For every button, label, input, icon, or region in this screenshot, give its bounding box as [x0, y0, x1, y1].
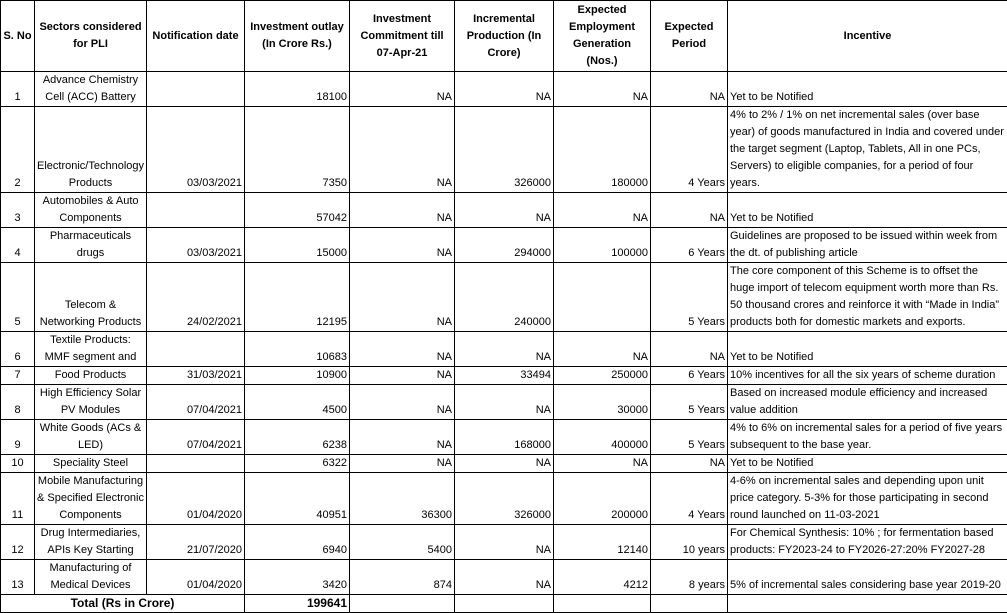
cell-period: 5 Years — [651, 385, 728, 420]
cell-production: 33494 — [455, 367, 554, 385]
cell-production: NA — [455, 455, 554, 473]
cell-sno: 11 — [1, 473, 35, 525]
cell-incentive: Yet to be Notified — [728, 332, 1007, 367]
total-empty-cell — [554, 595, 651, 613]
cell-period: NA — [651, 455, 728, 473]
cell-incentive: Based on increased module efficiency and increased value addition — [728, 385, 1007, 420]
table-row — [1, 263, 1007, 332]
cell-sector: Speciality Steel — [35, 455, 147, 473]
cell-sector: Electronic/Technology Products — [35, 107, 147, 193]
cell-incentive: Yet to be Notified — [728, 72, 1007, 107]
cell-employment — [554, 263, 651, 332]
cell-commitment: NA — [350, 385, 455, 420]
cell-investment: 6940 — [245, 525, 350, 560]
cell-sector: Telecom & Networking Products — [35, 263, 147, 332]
cell-sno: 7 — [1, 367, 35, 385]
cell-notification-date: 07/04/2021 — [147, 385, 245, 420]
cell-investment: 4500 — [245, 385, 350, 420]
cell-employment: 180000 — [554, 107, 651, 193]
cell-commitment: NA — [350, 193, 455, 228]
cell-employment: 250000 — [554, 367, 651, 385]
cell-employment: 400000 — [554, 420, 651, 455]
cell-incentive: Yet to be Notified — [728, 193, 1007, 228]
cell-sector: Advance Chemistry Cell (ACC) Battery — [35, 72, 147, 107]
cell-notification-date: 07/04/2021 — [147, 420, 245, 455]
cell-notification-date — [147, 72, 245, 107]
cell-commitment: 5400 — [350, 525, 455, 560]
cell-investment: 12195 — [245, 263, 350, 332]
cell-period: 4 Years — [651, 473, 728, 525]
cell-production: NA — [455, 332, 554, 367]
header-investment-outlay: Investment outlay (In Crore Rs.) — [245, 1, 350, 72]
cell-sno: 10 — [1, 455, 35, 473]
cell-investment: 6322 — [245, 455, 350, 473]
cell-employment: 100000 — [554, 228, 651, 263]
cell-employment: 12140 — [554, 525, 651, 560]
cell-investment: 10683 — [245, 332, 350, 367]
cell-investment: 6238 — [245, 420, 350, 455]
header-expected-period: Expected Period — [651, 1, 728, 72]
cell-notification-date: 24/02/2021 — [147, 263, 245, 332]
cell-production: 326000 — [455, 107, 554, 193]
cell-notification-date — [147, 332, 245, 367]
cell-investment: 18100 — [245, 72, 350, 107]
cell-commitment: NA — [350, 455, 455, 473]
cell-notification-date: 01/04/2020 — [147, 473, 245, 525]
total-empty-cell — [651, 595, 728, 613]
cell-production: 240000 — [455, 263, 554, 332]
header-incentive: Incentive — [728, 1, 1007, 72]
table-row — [1, 332, 1007, 367]
header-incremental-production: Incremental Production (In Crore) — [455, 1, 554, 72]
cell-sno: 2 — [1, 107, 35, 193]
cell-commitment: NA — [350, 228, 455, 263]
total-empty-cell — [350, 595, 455, 613]
header-investment-commitment: Investment Commitment till 07-Apr-21 — [350, 1, 455, 72]
cell-investment: 57042 — [245, 193, 350, 228]
cell-commitment: NA — [350, 332, 455, 367]
cell-notification-date — [147, 193, 245, 228]
cell-employment: 4212 — [554, 560, 651, 595]
table-row — [1, 72, 1007, 107]
cell-sector: Textile Products: MMF segment and — [35, 332, 147, 367]
cell-investment: 15000 — [245, 228, 350, 263]
cell-sector: Drug Intermediaries, APIs Key Starting — [35, 525, 147, 560]
cell-notification-date: 03/03/2021 — [147, 107, 245, 193]
header-sector: Sectors considered for PLI — [35, 1, 147, 72]
cell-investment: 10900 — [245, 367, 350, 385]
cell-sector: White Goods (ACs & LED) — [35, 420, 147, 455]
table-row — [1, 455, 1007, 473]
cell-employment: NA — [554, 455, 651, 473]
cell-sno: 1 — [1, 72, 35, 107]
table-row — [1, 367, 1007, 385]
cell-employment: NA — [554, 72, 651, 107]
cell-commitment: 36300 — [350, 473, 455, 525]
cell-production: 326000 — [455, 473, 554, 525]
total-value: 199641 — [245, 595, 350, 613]
cell-commitment: NA — [350, 263, 455, 332]
cell-production: NA — [455, 193, 554, 228]
cell-sno: 8 — [1, 385, 35, 420]
cell-period: 5 Years — [651, 420, 728, 455]
cell-period: NA — [651, 332, 728, 367]
table-row — [1, 420, 1007, 455]
cell-sno: 3 — [1, 193, 35, 228]
cell-incentive: Guidelines are proposed to be issued within week from the dt. of publishing article — [728, 228, 1007, 263]
cell-sno: 9 — [1, 420, 35, 455]
cell-production: NA — [455, 560, 554, 595]
cell-period: NA — [651, 193, 728, 228]
total-empty-cell — [455, 595, 554, 613]
cell-incentive: 4% to 2% / 1% on net incremental sales (over base year) of goods manufactured in India and covered under the target segment (Laptop, Tablets, All in one PCs, Servers) to eligible companies, for a period of four years. — [728, 107, 1007, 193]
cell-investment: 3420 — [245, 560, 350, 595]
cell-sector: Pharmaceuticals drugs — [35, 228, 147, 263]
cell-production: NA — [455, 72, 554, 107]
cell-commitment: NA — [350, 107, 455, 193]
cell-notification-date: 31/03/2021 — [147, 367, 245, 385]
cell-commitment: NA — [350, 72, 455, 107]
cell-employment: NA — [554, 193, 651, 228]
header-sno: S. No — [1, 1, 35, 72]
cell-production: NA — [455, 525, 554, 560]
total-empty-cell — [728, 595, 1007, 613]
cell-investment: 7350 — [245, 107, 350, 193]
cell-period: 4 Years — [651, 107, 728, 193]
cell-incentive: Yet to be Notified — [728, 455, 1007, 473]
cell-production: 168000 — [455, 420, 554, 455]
header-row — [1, 1, 1007, 72]
cell-sector: Food Products — [35, 367, 147, 385]
cell-sector: High Efficiency Solar PV Modules — [35, 385, 147, 420]
cell-notification-date: 01/04/2020 — [147, 560, 245, 595]
cell-sector: Mobile Manufacturing & Specified Electronic Components — [35, 473, 147, 525]
cell-sector: Manufacturing of Medical Devices — [35, 560, 147, 595]
cell-incentive: 5% of incremental sales considering base year 2019-20 — [728, 560, 1007, 595]
cell-period: 8 years — [651, 560, 728, 595]
cell-employment: 30000 — [554, 385, 651, 420]
table-row — [1, 473, 1007, 525]
cell-period: 6 Years — [651, 228, 728, 263]
cell-sno: 13 — [1, 560, 35, 595]
header-expected-employment: Expected Employment Generation (Nos.) — [554, 1, 651, 72]
cell-investment: 40951 — [245, 473, 350, 525]
cell-production: NA — [455, 385, 554, 420]
cell-incentive: The core component of this Scheme is to offset the huge import of telecom equipment worth more than Rs. 50 thousand crores and reinforce it with “Made in India” products both for domestic markets and exports. — [728, 263, 1007, 332]
cell-sno: 5 — [1, 263, 35, 332]
cell-employment: 200000 — [554, 473, 651, 525]
cell-notification-date — [147, 455, 245, 473]
cell-period: 6 Years — [651, 367, 728, 385]
cell-sector: Automobiles & Auto Components — [35, 193, 147, 228]
cell-employment: NA — [554, 332, 651, 367]
table-row — [1, 193, 1007, 228]
cell-period: 5 Years — [651, 263, 728, 332]
total-row — [1, 595, 1007, 613]
cell-notification-date: 21/07/2020 — [147, 525, 245, 560]
cell-production: 294000 — [455, 228, 554, 263]
cell-notification-date: 03/03/2021 — [147, 228, 245, 263]
table-row — [1, 228, 1007, 263]
header-notification-date: Notification date — [147, 1, 245, 72]
table-row — [1, 560, 1007, 595]
cell-period: NA — [651, 72, 728, 107]
cell-sno: 6 — [1, 332, 35, 367]
cell-commitment: NA — [350, 367, 455, 385]
cell-period: 10 years — [651, 525, 728, 560]
cell-incentive: 4-6% on incremental sales and depending upon unit price category. 5-3% for those participating in second round launched on 11-03-2021 — [728, 473, 1007, 525]
cell-incentive: 4% to 6% on incremental sales for a period of five years subsequent to the base year. — [728, 420, 1007, 455]
table-row — [1, 525, 1007, 560]
table-row — [1, 385, 1007, 420]
cell-sno: 12 — [1, 525, 35, 560]
total-label: Total (Rs in Crore) — [1, 595, 245, 613]
table-row — [1, 107, 1007, 193]
cell-commitment: 874 — [350, 560, 455, 595]
cell-incentive: 10% incentives for all the six years of scheme duration — [728, 367, 1007, 385]
cell-sno: 4 — [1, 228, 35, 263]
cell-commitment: NA — [350, 420, 455, 455]
cell-incentive: For Chemical Synthesis: 10% ; for fermentation based products: FY2023-24 to FY2026-27:20% FY2027-28 — [728, 525, 1007, 560]
